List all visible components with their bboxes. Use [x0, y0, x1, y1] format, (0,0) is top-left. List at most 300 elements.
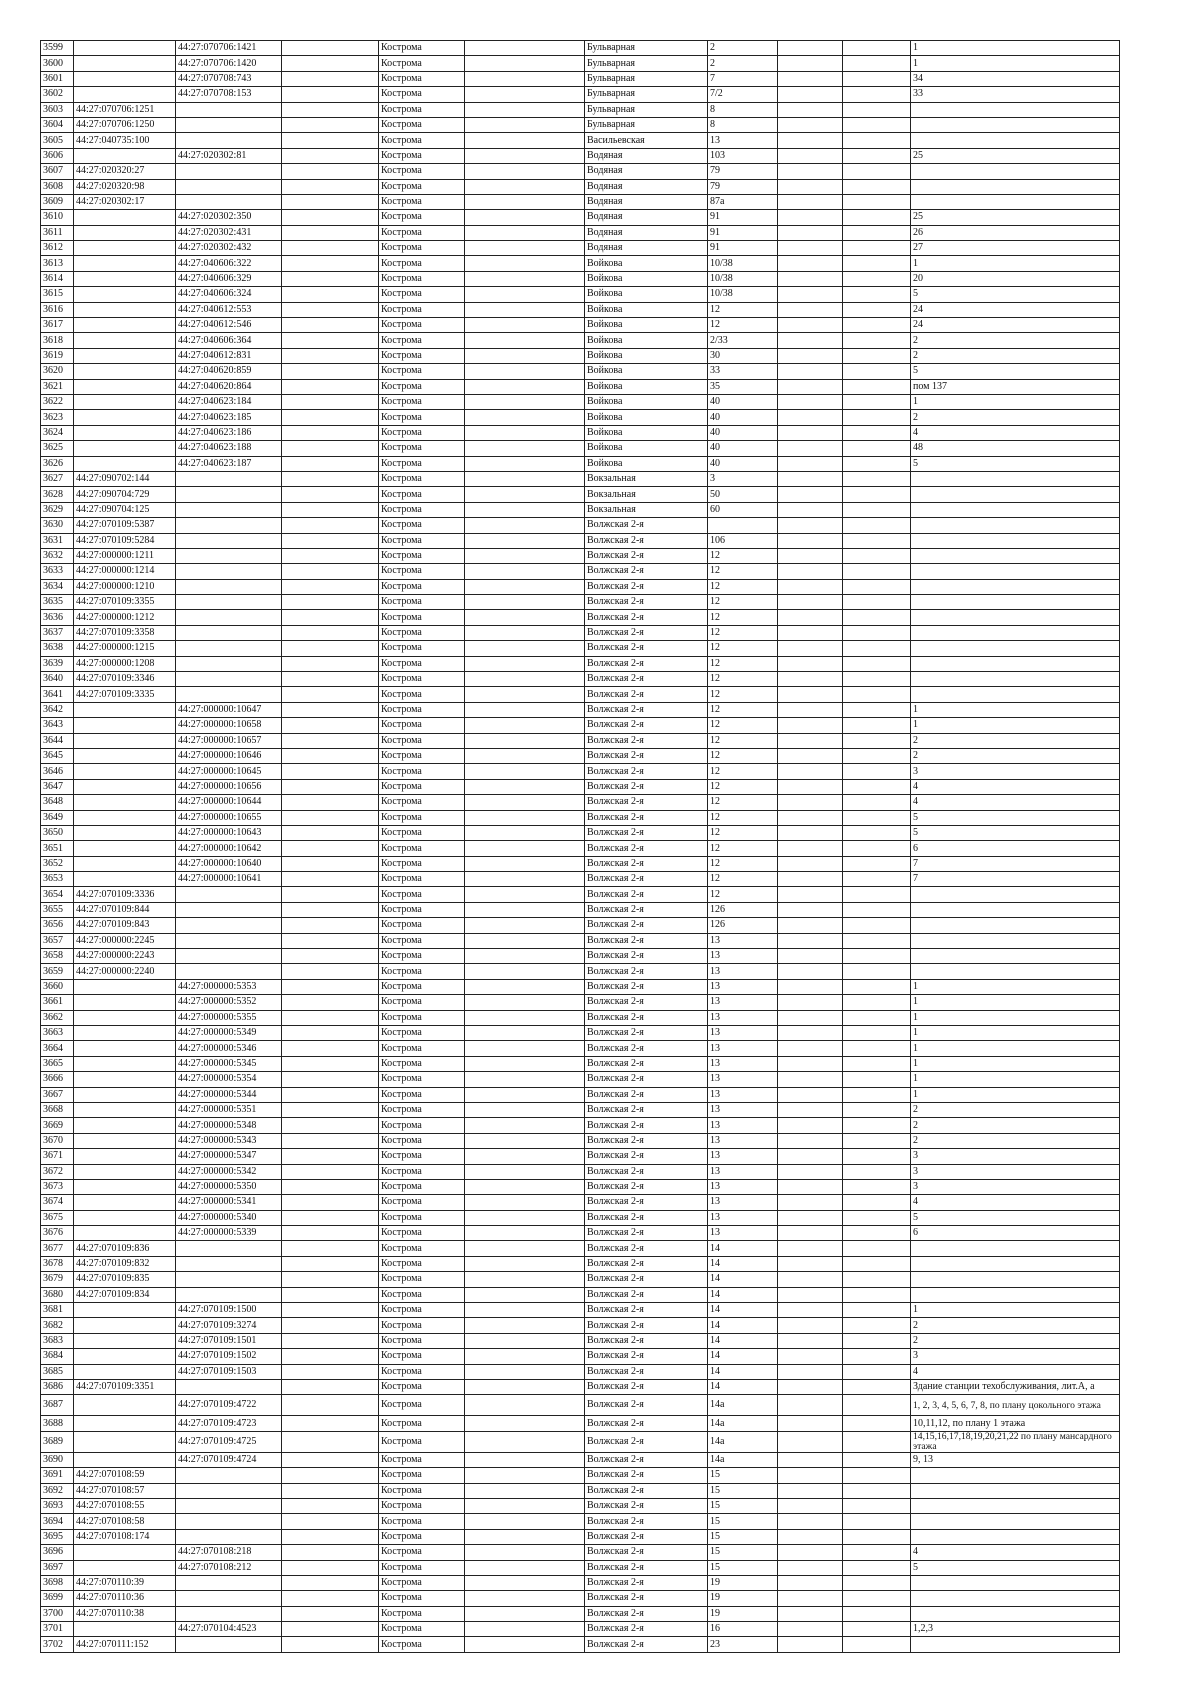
street-cell: Волжская 2-я: [585, 1545, 708, 1560]
row-number-cell: 3601: [41, 71, 74, 86]
city-cell: Кострома: [379, 1241, 465, 1256]
empty-cell-cell: [843, 1256, 911, 1271]
unit-description-cell: 5: [911, 364, 1120, 379]
empty-cell-cell: [282, 1056, 379, 1071]
house-number-cell: 91: [708, 225, 778, 240]
house-number-cell: [708, 518, 778, 533]
street-cell: Волжская 2-я: [585, 1468, 708, 1483]
empty-cell-cell: [465, 56, 585, 71]
empty-cell-cell: [778, 641, 843, 656]
premises-cadastral-number-cell: 44:27:000000:5354: [176, 1072, 282, 1087]
city-cell: Кострома: [379, 1545, 465, 1560]
street-cell: Бульварная: [585, 102, 708, 117]
empty-cell-cell: [778, 1256, 843, 1271]
city-cell: Кострома: [379, 918, 465, 933]
empty-cell-cell: [282, 502, 379, 517]
street-cell: Войкова: [585, 348, 708, 363]
empty-cell-cell: [778, 502, 843, 517]
street-cell: Войкова: [585, 333, 708, 348]
premises-cadastral-number-cell: 44:27:000000:5351: [176, 1102, 282, 1117]
empty-cell-cell: [778, 1606, 843, 1621]
empty-cell-cell: [282, 1514, 379, 1529]
street-cell: Бульварная: [585, 117, 708, 132]
empty-cell-cell: [778, 887, 843, 902]
house-number-cell: 12: [708, 656, 778, 671]
empty-cell-cell: [282, 348, 379, 363]
empty-cell-cell: [282, 595, 379, 610]
street-cell: Волжская 2-я: [585, 595, 708, 610]
city-cell: Кострома: [379, 210, 465, 225]
empty-cell-cell: [843, 1118, 911, 1133]
land-cadastral-number-cell: 44:27:070110:38: [74, 1606, 176, 1621]
land-cadastral-number-cell: 44:27:000000:2243: [74, 949, 176, 964]
city-cell: Кострома: [379, 394, 465, 409]
city-cell: Кострома: [379, 102, 465, 117]
empty-cell-cell: [282, 456, 379, 471]
unit-description-cell: 26: [911, 225, 1120, 240]
empty-cell-cell: [282, 1102, 379, 1117]
empty-cell-cell: [465, 364, 585, 379]
table-row: [41, 1416, 1120, 1431]
land-cadastral-number-cell: [74, 225, 176, 240]
house-number-cell: 13: [708, 1010, 778, 1025]
empty-cell-cell: [778, 1468, 843, 1483]
premises-cadastral-number-cell: 44:27:000000:10656: [176, 779, 282, 794]
city-cell: Кострома: [379, 625, 465, 640]
empty-cell-cell: [778, 902, 843, 917]
premises-cadastral-number-cell: 44:27:070109:4723: [176, 1416, 282, 1431]
city-cell: Кострома: [379, 487, 465, 502]
street-cell: Войкова: [585, 410, 708, 425]
street-cell: Волжская 2-я: [585, 548, 708, 563]
empty-cell-cell: [843, 194, 911, 209]
unit-description-cell: 7: [911, 872, 1120, 887]
city-cell: Кострома: [379, 1349, 465, 1364]
row-number-cell: 3697: [41, 1560, 74, 1575]
street-cell: Волжская 2-я: [585, 795, 708, 810]
row-number-cell: 3600: [41, 56, 74, 71]
house-number-cell: 15: [708, 1468, 778, 1483]
table-row: [41, 872, 1120, 887]
empty-cell-cell: [465, 995, 585, 1010]
empty-cell-cell: [843, 148, 911, 163]
land-cadastral-number-cell: 44:27:070108:58: [74, 1514, 176, 1529]
city-cell: Кострома: [379, 287, 465, 302]
empty-cell-cell: [843, 348, 911, 363]
land-cadastral-number-cell: 44:27:070109:3336: [74, 887, 176, 902]
row-number-cell: 3619: [41, 348, 74, 363]
street-cell: Волжская 2-я: [585, 1164, 708, 1179]
city-cell: Кострома: [379, 533, 465, 548]
empty-cell-cell: [282, 102, 379, 117]
row-number-cell: 3630: [41, 518, 74, 533]
city-cell: Кострома: [379, 256, 465, 271]
city-cell: Кострома: [379, 672, 465, 687]
empty-cell-cell: [465, 394, 585, 409]
land-cadastral-number-cell: [74, 1395, 176, 1416]
empty-cell-cell: [778, 87, 843, 102]
house-number-cell: 23: [708, 1637, 778, 1652]
row-number-cell: 3701: [41, 1622, 74, 1637]
row-number-cell: 3667: [41, 1087, 74, 1102]
house-number-cell: 91: [708, 241, 778, 256]
land-cadastral-number-cell: [74, 1010, 176, 1025]
land-cadastral-number-cell: 44:27:070108:59: [74, 1468, 176, 1483]
table-row: [41, 779, 1120, 794]
empty-cell-cell: [843, 902, 911, 917]
city-cell: Кострома: [379, 133, 465, 148]
row-number-cell: 3642: [41, 702, 74, 717]
city-cell: Кострома: [379, 1606, 465, 1621]
city-cell: Кострома: [379, 1560, 465, 1575]
table-row: [41, 71, 1120, 86]
street-cell: Волжская 2-я: [585, 1560, 708, 1575]
unit-description-cell: [911, 164, 1120, 179]
empty-cell-cell: [465, 564, 585, 579]
empty-cell-cell: [282, 179, 379, 194]
premises-cadastral-number-cell: 44:27:000000:5343: [176, 1133, 282, 1148]
house-number-cell: 12: [708, 872, 778, 887]
street-cell: Войкова: [585, 394, 708, 409]
unit-description-cell: 5: [911, 456, 1120, 471]
unit-description-cell: 3: [911, 1179, 1120, 1194]
empty-cell-cell: [843, 256, 911, 271]
empty-cell-cell: [282, 117, 379, 132]
empty-cell-cell: [843, 518, 911, 533]
empty-cell-cell: [843, 1087, 911, 1102]
empty-cell-cell: [843, 733, 911, 748]
table-row: [41, 1545, 1120, 1560]
city-cell: Кострома: [379, 502, 465, 517]
empty-cell-cell: [778, 964, 843, 979]
house-number-cell: 12: [708, 641, 778, 656]
house-number-cell: 13: [708, 1149, 778, 1164]
empty-cell-cell: [843, 949, 911, 964]
unit-description-cell: 3: [911, 1149, 1120, 1164]
city-cell: Кострома: [379, 56, 465, 71]
empty-cell-cell: [778, 979, 843, 994]
street-cell: Водяная: [585, 194, 708, 209]
table-row: [41, 1349, 1120, 1364]
street-cell: Вокзальная: [585, 487, 708, 502]
empty-cell-cell: [282, 394, 379, 409]
empty-cell-cell: [282, 825, 379, 840]
empty-cell-cell: [778, 1416, 843, 1431]
empty-cell-cell: [843, 56, 911, 71]
empty-cell-cell: [778, 1333, 843, 1348]
city-cell: Кострома: [379, 1395, 465, 1416]
premises-cadastral-number-cell: 44:27:000000:10643: [176, 825, 282, 840]
empty-cell-cell: [282, 733, 379, 748]
row-number-cell: 3626: [41, 456, 74, 471]
street-cell: Волжская 2-я: [585, 702, 708, 717]
row-number-cell: 3652: [41, 856, 74, 871]
land-cadastral-number-cell: [74, 702, 176, 717]
empty-cell-cell: [843, 117, 911, 132]
house-number-cell: 14: [708, 1318, 778, 1333]
table-row: [41, 1637, 1120, 1652]
empty-cell-cell: [843, 271, 911, 286]
row-number-cell: 3700: [41, 1606, 74, 1621]
empty-cell-cell: [843, 579, 911, 594]
table-row: [41, 1102, 1120, 1117]
empty-cell-cell: [282, 1210, 379, 1225]
city-cell: Кострома: [379, 179, 465, 194]
register-page: [40, 40, 1119, 1653]
empty-cell-cell: [465, 1468, 585, 1483]
premises-cadastral-number-cell: 44:27:040612:831: [176, 348, 282, 363]
land-cadastral-number-cell: 44:27:070110:36: [74, 1591, 176, 1606]
row-number-cell: 3605: [41, 133, 74, 148]
house-number-cell: 19: [708, 1606, 778, 1621]
table-row: [41, 918, 1120, 933]
land-cadastral-number-cell: [74, 364, 176, 379]
empty-cell-cell: [843, 964, 911, 979]
row-number-cell: 3641: [41, 687, 74, 702]
city-cell: Кострома: [379, 1514, 465, 1529]
empty-cell-cell: [778, 610, 843, 625]
empty-cell-cell: [778, 179, 843, 194]
land-cadastral-number-cell: 44:27:000000:1212: [74, 610, 176, 625]
house-number-cell: 13: [708, 1226, 778, 1241]
land-cadastral-number-cell: [74, 872, 176, 887]
empty-cell-cell: [778, 1575, 843, 1590]
row-number-cell: 3634: [41, 579, 74, 594]
premises-cadastral-number-cell: [176, 1287, 282, 1302]
empty-cell-cell: [465, 687, 585, 702]
empty-cell-cell: [778, 518, 843, 533]
empty-cell-cell: [843, 379, 911, 394]
row-number-cell: 3686: [41, 1379, 74, 1394]
house-number-cell: 12: [708, 718, 778, 733]
land-cadastral-number-cell: [74, 1303, 176, 1318]
premises-cadastral-number-cell: 44:27:000000:5355: [176, 1010, 282, 1025]
city-cell: Кострома: [379, 949, 465, 964]
premises-cadastral-number-cell: 44:27:000000:10642: [176, 841, 282, 856]
house-number-cell: 13: [708, 979, 778, 994]
unit-description-cell: [911, 918, 1120, 933]
empty-cell-cell: [465, 1452, 585, 1467]
empty-cell-cell: [465, 718, 585, 733]
empty-cell-cell: [843, 1226, 911, 1241]
premises-cadastral-number-cell: 44:27:040623:186: [176, 425, 282, 440]
empty-cell-cell: [843, 1010, 911, 1025]
empty-cell-cell: [282, 1179, 379, 1194]
table-row: [41, 241, 1120, 256]
table-row: [41, 1303, 1120, 1318]
land-cadastral-number-cell: 44:27:070109:3351: [74, 1379, 176, 1394]
house-number-cell: 13: [708, 1102, 778, 1117]
row-number-cell: 3602: [41, 87, 74, 102]
unit-description-cell: [911, 548, 1120, 563]
street-cell: Волжская 2-я: [585, 625, 708, 640]
unit-description-cell: 1: [911, 256, 1120, 271]
house-number-cell: 8: [708, 102, 778, 117]
street-cell: Волжская 2-я: [585, 1364, 708, 1379]
unit-description-cell: 5: [911, 825, 1120, 840]
empty-cell-cell: [843, 1379, 911, 1394]
premises-cadastral-number-cell: [176, 471, 282, 486]
empty-cell-cell: [465, 225, 585, 240]
premises-cadastral-number-cell: 44:27:000000:5347: [176, 1149, 282, 1164]
land-cadastral-number-cell: [74, 1026, 176, 1041]
street-cell: Волжская 2-я: [585, 995, 708, 1010]
premises-cadastral-number-cell: 44:27:070109:1501: [176, 1333, 282, 1348]
empty-cell-cell: [843, 1287, 911, 1302]
table-row: [41, 1468, 1120, 1483]
empty-cell-cell: [843, 887, 911, 902]
unit-description-cell: [911, 887, 1120, 902]
street-cell: Водяная: [585, 241, 708, 256]
empty-cell-cell: [778, 56, 843, 71]
row-number-cell: 3625: [41, 441, 74, 456]
empty-cell-cell: [778, 410, 843, 425]
street-cell: Волжская 2-я: [585, 672, 708, 687]
empty-cell-cell: [282, 302, 379, 317]
row-number-cell: 3695: [41, 1529, 74, 1544]
empty-cell-cell: [465, 1431, 585, 1452]
street-cell: Войкова: [585, 302, 708, 317]
empty-cell-cell: [465, 1545, 585, 1560]
premises-cadastral-number-cell: 44:27:000000:5341: [176, 1195, 282, 1210]
row-number-cell: 3610: [41, 210, 74, 225]
table-row: [41, 471, 1120, 486]
street-cell: Волжская 2-я: [585, 718, 708, 733]
unit-description-cell: 4: [911, 1195, 1120, 1210]
city-cell: Кострома: [379, 71, 465, 86]
table-row: [41, 518, 1120, 533]
empty-cell-cell: [843, 979, 911, 994]
empty-cell-cell: [843, 225, 911, 240]
premises-cadastral-number-cell: 44:27:000000:5348: [176, 1118, 282, 1133]
premises-cadastral-number-cell: [176, 579, 282, 594]
empty-cell-cell: [778, 425, 843, 440]
land-cadastral-number-cell: [74, 1149, 176, 1164]
land-cadastral-number-cell: [74, 271, 176, 286]
land-cadastral-number-cell: [74, 825, 176, 840]
city-cell: Кострома: [379, 841, 465, 856]
empty-cell-cell: [778, 1545, 843, 1560]
empty-cell-cell: [843, 1072, 911, 1087]
land-cadastral-number-cell: [74, 718, 176, 733]
table-row: [41, 1118, 1120, 1133]
empty-cell-cell: [843, 672, 911, 687]
empty-cell-cell: [778, 394, 843, 409]
unit-description-cell: [911, 1514, 1120, 1529]
city-cell: Кострома: [379, 1529, 465, 1544]
unit-description-cell: [911, 656, 1120, 671]
land-cadastral-number-cell: [74, 1164, 176, 1179]
street-cell: Волжская 2-я: [585, 979, 708, 994]
table-row: [41, 1056, 1120, 1071]
empty-cell-cell: [282, 779, 379, 794]
city-cell: Кострома: [379, 595, 465, 610]
empty-cell-cell: [778, 102, 843, 117]
empty-cell-cell: [282, 933, 379, 948]
street-cell: Волжская 2-я: [585, 610, 708, 625]
empty-cell-cell: [843, 1303, 911, 1318]
house-number-cell: 2: [708, 41, 778, 56]
empty-cell-cell: [465, 241, 585, 256]
empty-cell-cell: [465, 1210, 585, 1225]
unit-description-cell: 2: [911, 1133, 1120, 1148]
street-cell: Волжская 2-я: [585, 1333, 708, 1348]
empty-cell-cell: [843, 533, 911, 548]
street-cell: Волжская 2-я: [585, 1210, 708, 1225]
row-number-cell: 3635: [41, 595, 74, 610]
row-number-cell: 3682: [41, 1318, 74, 1333]
table-row: [41, 702, 1120, 717]
house-number-cell: 40: [708, 456, 778, 471]
city-cell: Кострома: [379, 1133, 465, 1148]
empty-cell-cell: [465, 1287, 585, 1302]
unit-description-cell: 33: [911, 87, 1120, 102]
empty-cell-cell: [282, 841, 379, 856]
empty-cell-cell: [282, 964, 379, 979]
land-cadastral-number-cell: [74, 1431, 176, 1452]
empty-cell-cell: [465, 764, 585, 779]
city-cell: Кострома: [379, 1303, 465, 1318]
table-row: [41, 672, 1120, 687]
house-number-cell: 60: [708, 502, 778, 517]
premises-cadastral-number-cell: [176, 641, 282, 656]
empty-cell-cell: [282, 1318, 379, 1333]
table-row: [41, 364, 1120, 379]
city-cell: Кострома: [379, 518, 465, 533]
empty-cell-cell: [843, 1164, 911, 1179]
row-number-cell: 3702: [41, 1637, 74, 1652]
table-row: [41, 656, 1120, 671]
empty-cell-cell: [843, 425, 911, 440]
premises-cadastral-number-cell: 44:27:040606:364: [176, 333, 282, 348]
house-number-cell: 13: [708, 1195, 778, 1210]
row-number-cell: 3692: [41, 1483, 74, 1498]
empty-cell-cell: [778, 1056, 843, 1071]
row-number-cell: 3687: [41, 1395, 74, 1416]
empty-cell-cell: [778, 718, 843, 733]
table-row: [41, 979, 1120, 994]
premises-cadastral-number-cell: 44:27:040623:185: [176, 410, 282, 425]
house-number-cell: 12: [708, 856, 778, 871]
street-cell: Волжская 2-я: [585, 887, 708, 902]
unit-description-cell: [911, 1468, 1120, 1483]
empty-cell-cell: [282, 41, 379, 56]
table-row: [41, 348, 1120, 363]
city-cell: Кострома: [379, 964, 465, 979]
city-cell: Кострома: [379, 302, 465, 317]
house-number-cell: 13: [708, 1210, 778, 1225]
empty-cell-cell: [843, 702, 911, 717]
empty-cell-cell: [465, 964, 585, 979]
land-cadastral-number-cell: [74, 318, 176, 333]
empty-cell-cell: [843, 625, 911, 640]
house-number-cell: 87а: [708, 194, 778, 209]
empty-cell-cell: [778, 194, 843, 209]
empty-cell-cell: [282, 1026, 379, 1041]
house-number-cell: 13: [708, 933, 778, 948]
unit-description-cell: [911, 1606, 1120, 1621]
empty-cell-cell: [465, 133, 585, 148]
empty-cell-cell: [465, 872, 585, 887]
empty-cell-cell: [465, 1149, 585, 1164]
table-row: [41, 810, 1120, 825]
unit-description-cell: 2: [911, 333, 1120, 348]
land-cadastral-number-cell: 44:27:070109:5387: [74, 518, 176, 533]
empty-cell-cell: [778, 656, 843, 671]
empty-cell-cell: [778, 1349, 843, 1364]
table-row: [41, 548, 1120, 563]
empty-cell-cell: [465, 117, 585, 132]
